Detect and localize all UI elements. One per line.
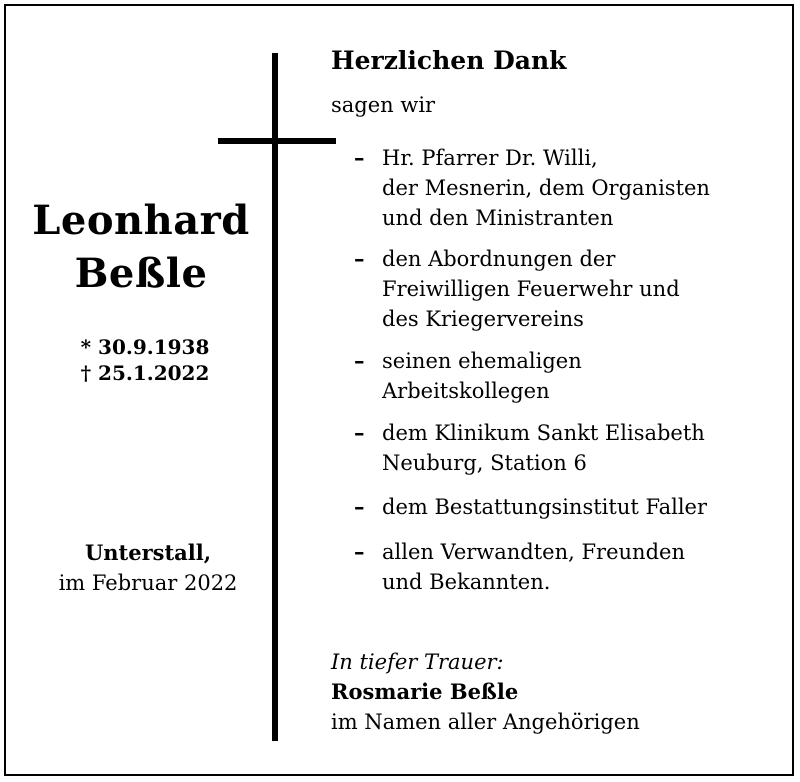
thanks-item	[354, 418, 774, 478]
thanks-intro: sagen wir	[331, 93, 436, 117]
death-date: † 25.1.2022	[80, 361, 210, 385]
on-behalf-note: im Namen aller Angehörigen	[331, 710, 640, 734]
thanks-item-line: des Kriegervereins	[382, 307, 584, 331]
thanks-item-line: der Mesnerin, dem Organisten	[382, 176, 710, 200]
thanks-item	[354, 492, 774, 522]
thanks-item	[354, 244, 774, 334]
thanks-item-line: Freiwilligen Feuerwehr und	[382, 277, 680, 301]
thanks-item	[354, 537, 774, 597]
thanks-item-line: und Bekannten.	[382, 570, 551, 594]
cross-icon-vertical	[272, 53, 278, 741]
deceased-first-name: Leonhard	[32, 197, 250, 244]
dash-icon: –	[354, 246, 365, 271]
thanks-item-line: dem Bestattungsinstitut Faller	[382, 495, 708, 519]
thanks-item-line: seinen ehemaligen	[382, 349, 582, 373]
thanks-item-line: Hr. Pfarrer Dr. Willi,	[382, 146, 598, 170]
signer-name: Rosmarie Beßle	[331, 679, 519, 704]
dash-icon: –	[354, 539, 365, 564]
thanks-heading: Herzlichen Dank	[331, 46, 567, 75]
thanks-item-line: Neuburg, Station 6	[382, 451, 587, 475]
thanks-item-line: dem Klinikum Sankt Elisabeth	[382, 421, 705, 445]
dash-icon: –	[354, 494, 365, 519]
birth-date: * 30.9.1938	[80, 335, 210, 359]
dash-icon: –	[354, 145, 365, 170]
place-and-date	[0, 538, 296, 598]
deceased-last-name: Beßle	[74, 250, 208, 297]
thanks-item-line: allen Verwandten, Freunden	[382, 540, 685, 564]
thanks-item-line: Arbeitskollegen	[382, 379, 550, 403]
dash-icon: –	[354, 348, 365, 373]
life-dates	[0, 334, 290, 386]
thanks-item-line: und den Ministranten	[382, 206, 614, 230]
place-date: im Februar 2022	[58, 571, 238, 595]
thanks-item	[354, 143, 774, 233]
thanks-item	[354, 346, 774, 406]
cross-icon-horizontal	[218, 138, 336, 144]
place-town: Unterstall,	[84, 540, 212, 565]
thanks-item-line: den Abordnungen der	[382, 247, 616, 271]
mourning-note: In tiefer Trauer:	[331, 650, 504, 674]
dash-icon: –	[354, 420, 365, 445]
